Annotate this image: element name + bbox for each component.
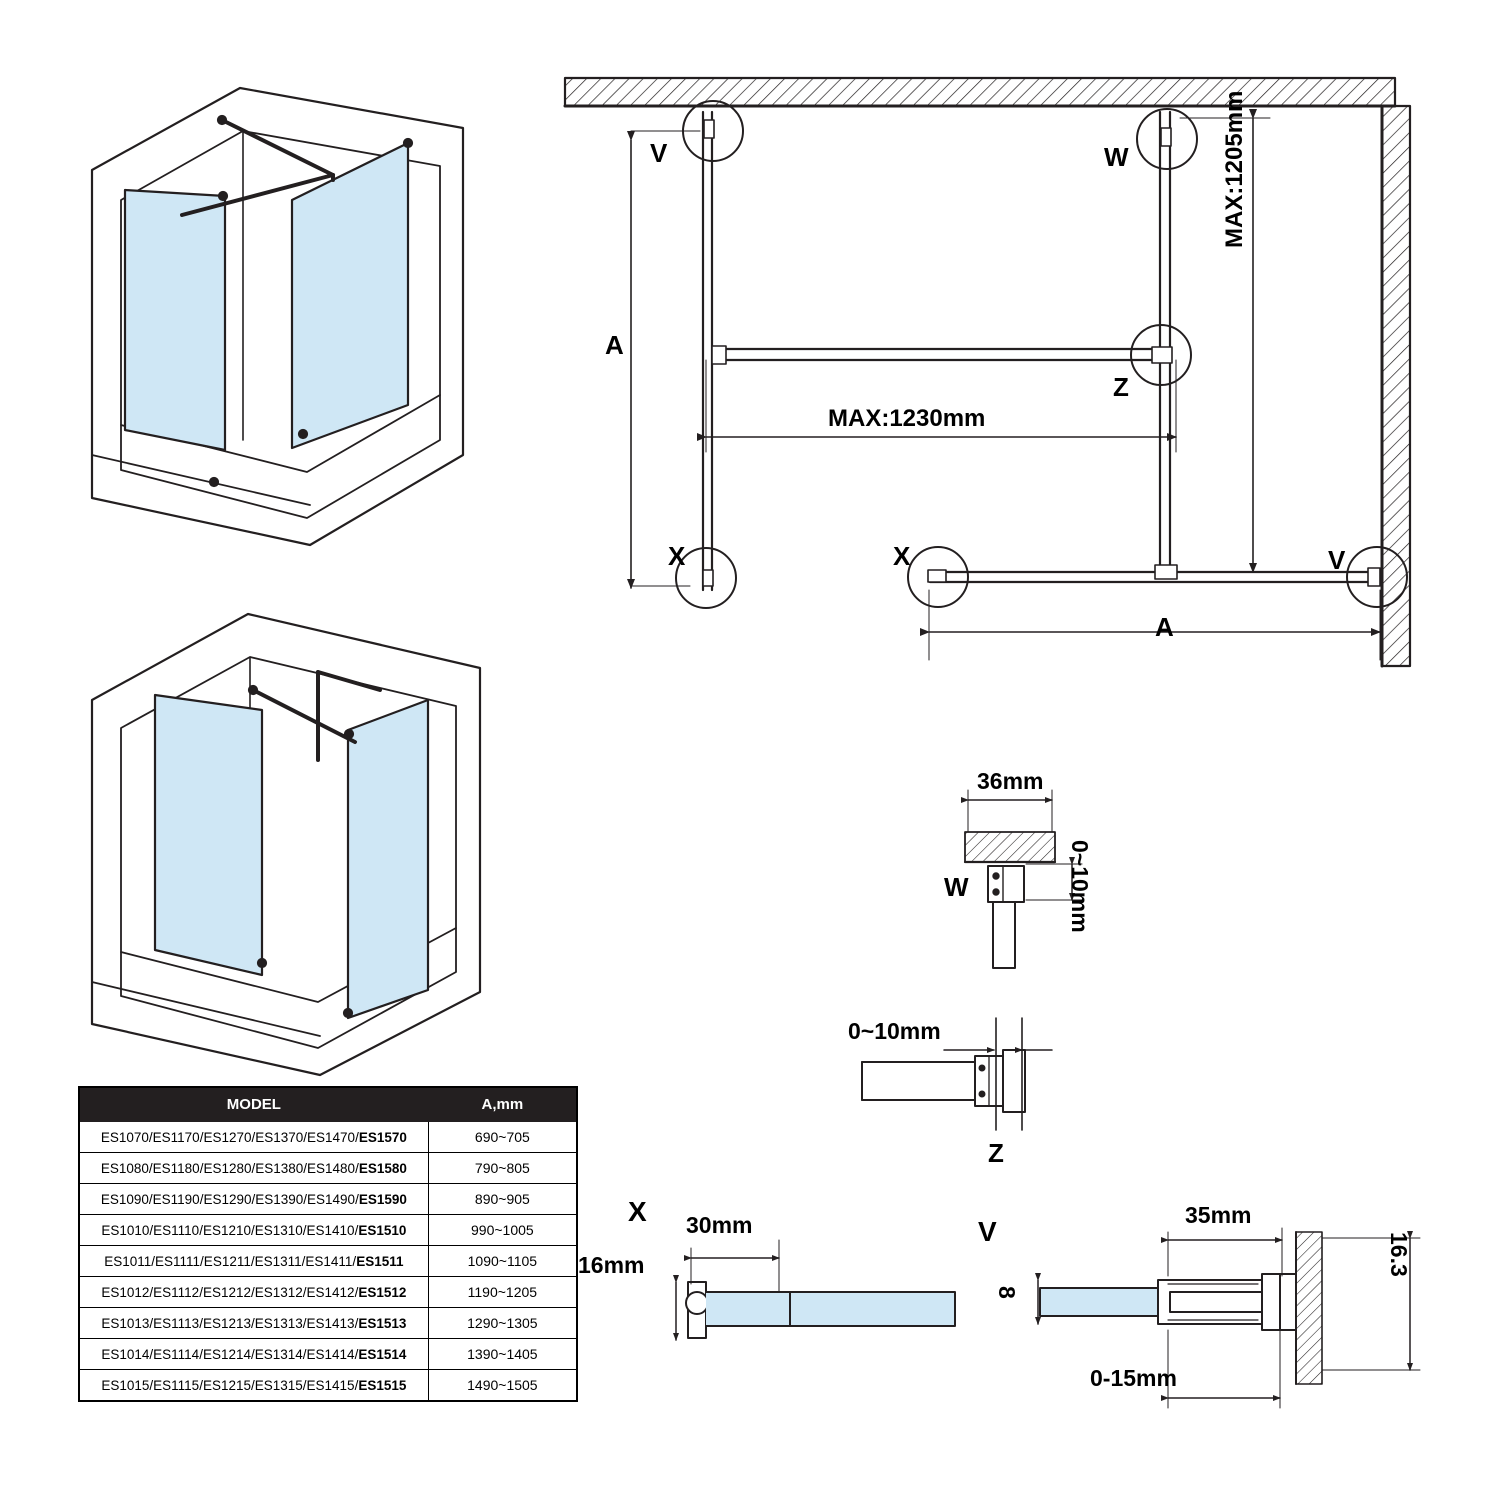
model-bold: ES1515 bbox=[358, 1377, 407, 1393]
model-prefix: ES1015/ES1115/ES1215/ES1315/ES1415/ bbox=[101, 1377, 359, 1393]
cell-a-value: 1090~1105 bbox=[428, 1246, 577, 1277]
cell-model bbox=[79, 1277, 428, 1308]
model-prefix: ES1012/ES1112/ES1212/ES1312/ES1412/ bbox=[101, 1284, 359, 1300]
cell-a-value: 1190~1205 bbox=[428, 1277, 577, 1308]
table-row bbox=[79, 1153, 577, 1184]
cell-a-value: 990~1005 bbox=[428, 1215, 577, 1246]
table-row bbox=[79, 1308, 577, 1339]
col-header-a: A,mm bbox=[428, 1087, 577, 1122]
model-bold: ES1580 bbox=[358, 1160, 407, 1176]
dim-w-36mm: 36mm bbox=[977, 768, 1044, 794]
cell-model bbox=[79, 1370, 428, 1402]
cell-model bbox=[79, 1153, 428, 1184]
label-x-detail: X bbox=[628, 1196, 647, 1227]
label-v-detail: V bbox=[978, 1216, 997, 1247]
cell-a-value: 1390~1405 bbox=[428, 1339, 577, 1370]
dim-w-gap: 0~10mm bbox=[1067, 840, 1093, 933]
model-bold: ES1590 bbox=[358, 1191, 407, 1207]
dim-v-35mm: 35mm bbox=[1185, 1202, 1252, 1228]
label-w-detail: W bbox=[944, 872, 969, 902]
dim-z-gap: 0~10mm bbox=[848, 1018, 941, 1044]
col-header-model: MODEL bbox=[79, 1087, 428, 1122]
table-body bbox=[79, 1122, 577, 1402]
model-spec-table bbox=[78, 1086, 578, 1402]
model-bold: ES1514 bbox=[358, 1346, 407, 1362]
model-prefix: ES1080/ES1180/ES1280/ES1380/ES1480/ bbox=[100, 1160, 359, 1176]
model-bold: ES1512 bbox=[358, 1284, 407, 1300]
dim-v-015mm: 0-15mm bbox=[1090, 1365, 1177, 1391]
label-w-top: W bbox=[1104, 142, 1129, 172]
table-row bbox=[79, 1246, 577, 1277]
label-v-bottom-right: V bbox=[1328, 545, 1346, 575]
iso-view-bottom bbox=[92, 614, 480, 1075]
cell-model bbox=[79, 1246, 428, 1277]
dim-v-8: 8 bbox=[994, 1286, 1020, 1299]
cell-model bbox=[79, 1215, 428, 1246]
model-bold: ES1510 bbox=[358, 1222, 407, 1238]
label-x-left: X bbox=[668, 541, 686, 571]
cell-a-value: 690~705 bbox=[428, 1122, 577, 1153]
detail-w bbox=[965, 790, 1082, 968]
model-prefix: ES1070/ES1170/ES1270/ES1370/ES1470/ bbox=[100, 1129, 359, 1145]
dim-v-163: 16.3 bbox=[1386, 1232, 1412, 1277]
table-row bbox=[79, 1339, 577, 1370]
label-a-vertical: A bbox=[605, 330, 624, 360]
label-z-detail: Z bbox=[988, 1138, 1004, 1168]
model-bold: ES1570 bbox=[358, 1129, 407, 1145]
iso-view-top bbox=[92, 88, 463, 545]
label-a-horizontal: A bbox=[1155, 612, 1174, 642]
table-row bbox=[79, 1277, 577, 1308]
label-v-top-left: V bbox=[650, 138, 668, 168]
dim-x-16mm: 16mm bbox=[578, 1252, 645, 1278]
table-row bbox=[79, 1184, 577, 1215]
cell-model bbox=[79, 1308, 428, 1339]
model-bold: ES1511 bbox=[356, 1253, 404, 1269]
cell-model bbox=[79, 1122, 428, 1153]
model-prefix: ES1011/ES1111/ES1211/ES1311/ES1411/ bbox=[104, 1253, 357, 1269]
table-row bbox=[79, 1122, 577, 1153]
cell-a-value: 790~805 bbox=[428, 1153, 577, 1184]
model-bold: ES1513 bbox=[358, 1315, 407, 1331]
plan-view bbox=[565, 78, 1410, 666]
cell-model bbox=[79, 1184, 428, 1215]
model-prefix: ES1013/ES1113/ES1213/ES1313/ES1413/ bbox=[101, 1315, 359, 1331]
label-x-bottom: X bbox=[893, 541, 911, 571]
dim-max-height: MAX:1205mm bbox=[1221, 90, 1248, 248]
dim-x-30mm: 30mm bbox=[686, 1212, 753, 1238]
cell-a-value: 890~905 bbox=[428, 1184, 577, 1215]
cell-model bbox=[79, 1339, 428, 1370]
label-z-mid: Z bbox=[1113, 372, 1129, 402]
table-row bbox=[79, 1370, 577, 1402]
cell-a-value: 1490~1505 bbox=[428, 1370, 577, 1402]
model-prefix: ES1014/ES1114/ES1214/ES1314/ES1414/ bbox=[101, 1346, 359, 1362]
model-prefix: ES1090/ES1190/ES1290/ES1390/ES1490/ bbox=[100, 1191, 359, 1207]
cell-a-value: 1290~1305 bbox=[428, 1308, 577, 1339]
table-header-row bbox=[79, 1087, 577, 1122]
dim-max-width: MAX:1230mm bbox=[828, 405, 986, 432]
table-row bbox=[79, 1215, 577, 1246]
model-prefix: ES1010/ES1110/ES1210/ES1310/ES1410/ bbox=[101, 1222, 359, 1238]
